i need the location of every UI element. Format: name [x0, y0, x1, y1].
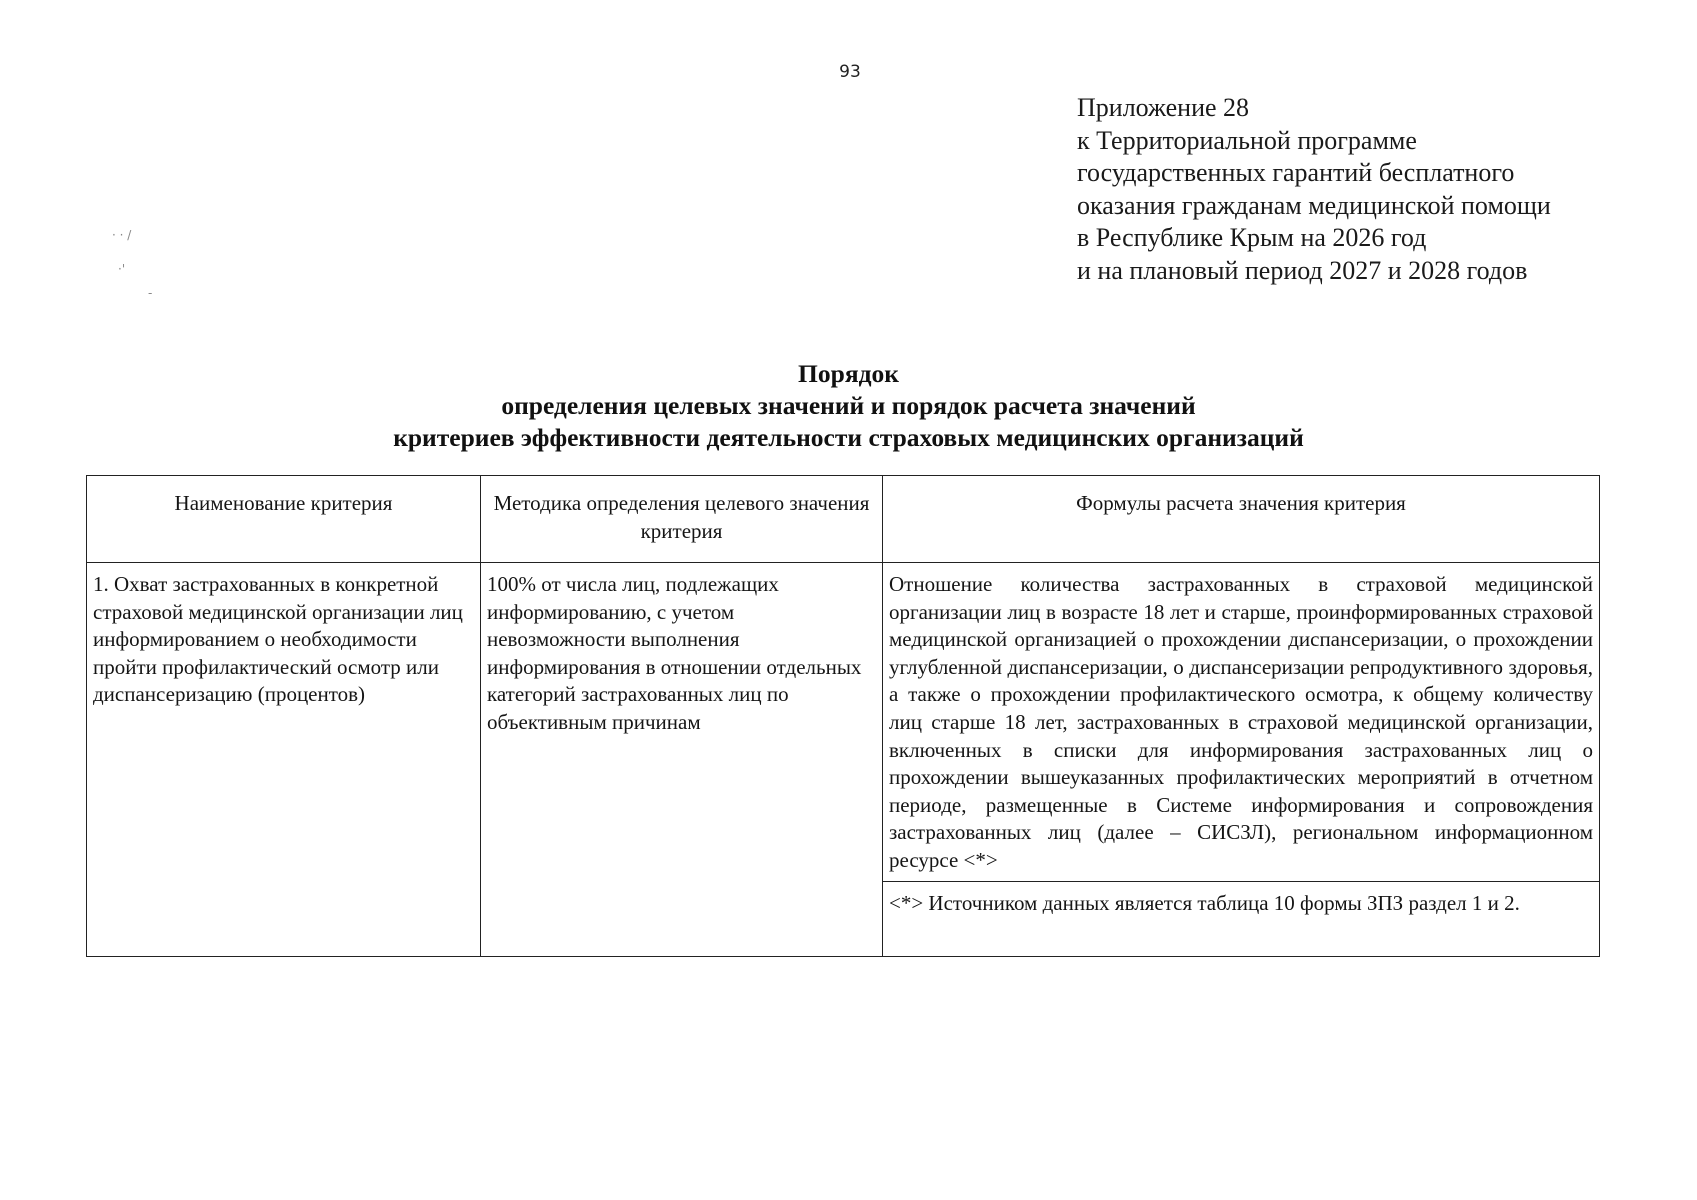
appendix-line: в Республике Крым на 2026 год: [1077, 223, 1427, 252]
table-row: [87, 563, 1600, 882]
scan-artifact: · · /: [112, 228, 132, 242]
table-header-row: [87, 476, 1600, 563]
title-line: определения целевых значений и порядок расчета значений: [501, 391, 1196, 420]
appendix-line: и на плановый период 2027 и 2028 годов: [1077, 255, 1528, 285]
appendix-header: [1077, 92, 1677, 287]
appendix-line: к Территориальной программе: [1077, 125, 1417, 155]
header-method: Методика определения целевого значения критерия: [481, 476, 883, 563]
appendix-line: государственных гарантий бесплатного: [1077, 158, 1515, 187]
document-title: [0, 358, 1697, 454]
scan-artifact: ‐: [148, 286, 153, 300]
criteria-table: [86, 475, 1600, 957]
appendix-line: Приложение 28: [1077, 93, 1250, 122]
page-number: 93: [839, 62, 861, 82]
scan-artifact: ·': [118, 262, 126, 276]
criterion-cell: 1. Охват застрахованных в конкретной страховой медицинской организации лиц информированием о необходимости пройти профилактический осмотр или диспансеризацию (процентов): [87, 563, 481, 957]
title-line: критериев эффективности деятельности страховых медицинских организаций: [393, 423, 1304, 452]
header-criterion-name: Наименование критерия: [87, 476, 481, 563]
formula-cell: Отношение количества застрахованных в страховой медицинской организации лиц в возрасте 18 лет и старше, проинформированных страховой медицинской организацией о прохождении диспансеризации, о прохождении углубленной диспансеризации, о диспансеризации репродуктивного здоровья, а также о прохождении профилактического осмотра, к общему количеству лиц старше 18 лет, застрахованных в страховой медицинской организации, включенных в списки для информирования застрахованных лиц о прохождении вышеуказанных профилактических мероприятий в отчетном периоде, размещенные в Системе информирования и сопровождения застрахованных лиц (далее – СИСЗЛ), региональном информационном ресурсе <*>: [883, 563, 1600, 882]
footnote-cell: <*> Источником данных является таблица 10 формы ЗПЗ раздел 1 и 2.: [883, 881, 1600, 956]
method-cell: 100% от числа лиц, подлежащих информированию, с учетом невозможности выполнения информирования в отношении отдельных категорий застрахованных лиц по объективным причинам: [481, 563, 883, 957]
appendix-line: оказания гражданам медицинской помощи: [1077, 190, 1551, 220]
title-line: Порядок: [798, 359, 899, 388]
header-formula: Формулы расчета значения критерия: [883, 476, 1600, 563]
